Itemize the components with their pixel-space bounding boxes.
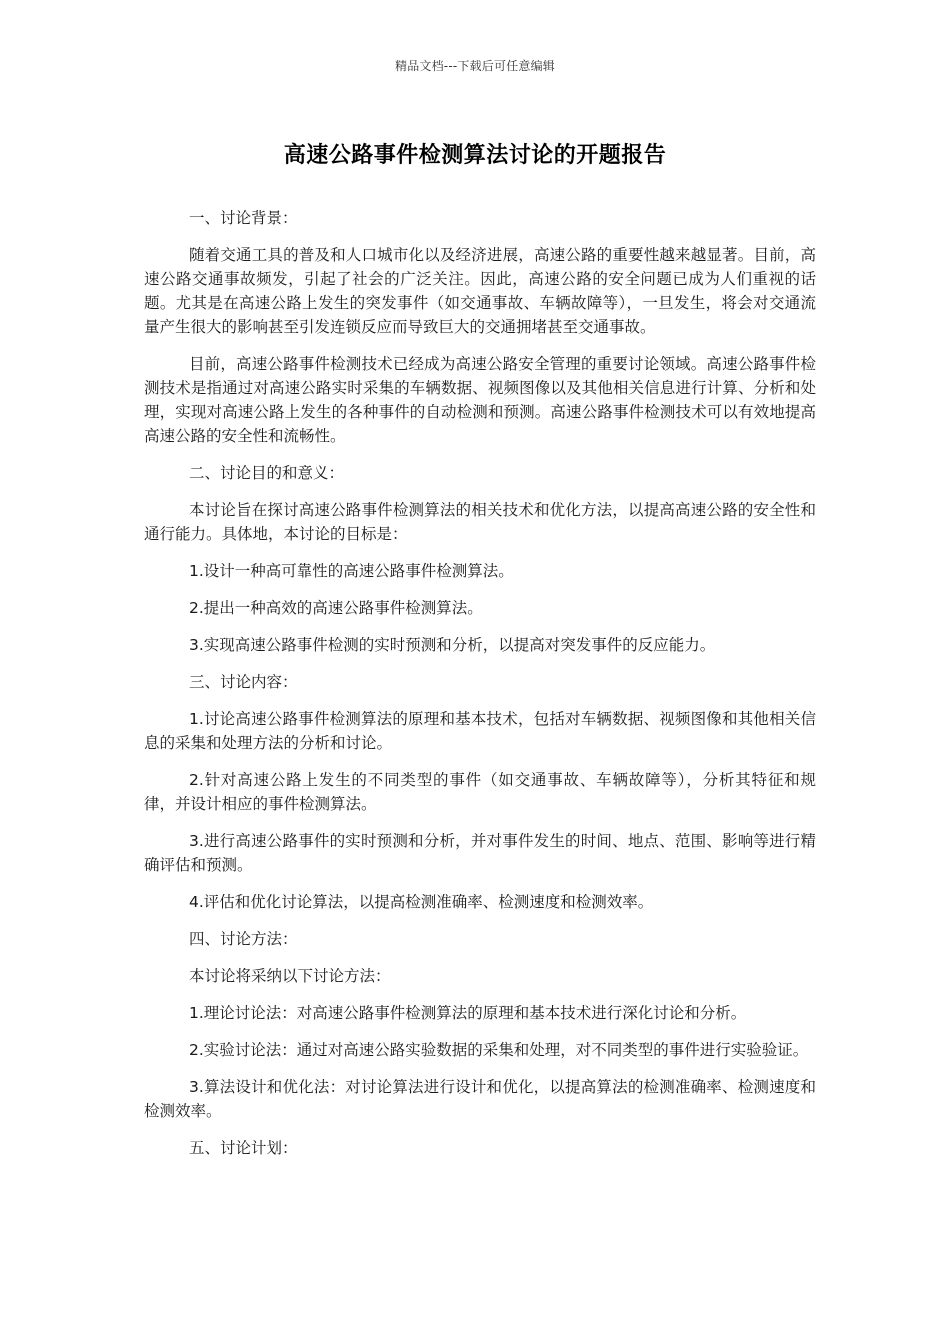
paragraph: 本讨论将采纳以下讨论方法： bbox=[189, 967, 391, 985]
section-heading-plan: 五、讨论计划： bbox=[189, 1139, 298, 1157]
section-heading-purpose: 二、讨论目的和意义： bbox=[189, 464, 345, 482]
list-item: 1.讨论高速公路事件检测算法的原理和基本技术，包括对车辆数据、视频图像和其他相关信息的采集和处理方法的分析和讨论。 bbox=[144, 710, 816, 752]
list-item: 2.提出一种高效的高速公路事件检测算法。 bbox=[189, 599, 483, 617]
page-header: 精品文档---下载后可任意编辑 bbox=[395, 59, 555, 73]
section-heading-method: 四、讨论方法： bbox=[189, 930, 298, 948]
list-item: 3.进行高速公路事件的实时预测和分析，并对事件发生的时间、地点、范围、影响等进行精确评估和预测。 bbox=[144, 832, 816, 874]
list-item: 2.实验讨论法：通过对高速公路实验数据的采集和处理，对不同类型的事件进行实验验证。 bbox=[189, 1041, 809, 1059]
list-item: 4.评估和优化讨论算法，以提高检测准确率、检测速度和检测效率。 bbox=[189, 893, 654, 911]
paragraph: 本讨论旨在探讨高速公路事件检测算法的相关技术和优化方法，以提高高速公路的安全性和通行能力。具体地，本讨论的目标是： bbox=[144, 501, 816, 543]
list-item: 1.理论讨论法：对高速公路事件检测算法的原理和基本技术进行深化讨论和分析。 bbox=[189, 1004, 747, 1022]
list-item: 2.针对高速公路上发生的不同类型的事件（如交通事故、车辆故障等），分析其特征和规律，并设计相应的事件检测算法。 bbox=[144, 771, 816, 813]
section-heading-content: 三、讨论内容： bbox=[189, 673, 298, 691]
document-body bbox=[144, 206, 816, 1173]
paragraph: 随着交通工具的普及和人口城市化以及经济进展，高速公路的重要性越来越显著。目前，高速公路交通事故频发，引起了社会的广泛关注。因此，高速公路的安全问题已成为人们重视的话题。尤其是在高速公路上发生的突发事件（如交通事故、车辆故障等），一旦发生，将会对交通流量产生很大的影响甚至引发连锁反应而导致巨大的交通拥堵甚至交通事故。 bbox=[144, 246, 816, 336]
list-item: 3.算法设计和优化法：对讨论算法进行设计和优化，以提高算法的检测准确率、检测速度和检测效率。 bbox=[144, 1078, 816, 1120]
document-title: 高速公路事件检测算法讨论的开题报告 bbox=[283, 143, 667, 168]
list-item: 3.实现高速公路事件检测的实时预测和分析，以提高对突发事件的反应能力。 bbox=[189, 636, 716, 654]
section-heading-background: 一、讨论背景： bbox=[189, 209, 298, 227]
list-item: 1.设计一种高可靠性的高速公路事件检测算法。 bbox=[189, 562, 514, 580]
paragraph: 目前，高速公路事件检测技术已经成为高速公路安全管理的重要讨论领域。高速公路事件检测技术是指通过对高速公路实时采集的车辆数据、视频图像以及其他相关信息进行计算、分析和处理，实现对高速公路上发生的各种事件的自动检测和预测。高速公路事件检测技术可以有效地提高高速公路的安全性和流畅性。 bbox=[144, 355, 816, 445]
